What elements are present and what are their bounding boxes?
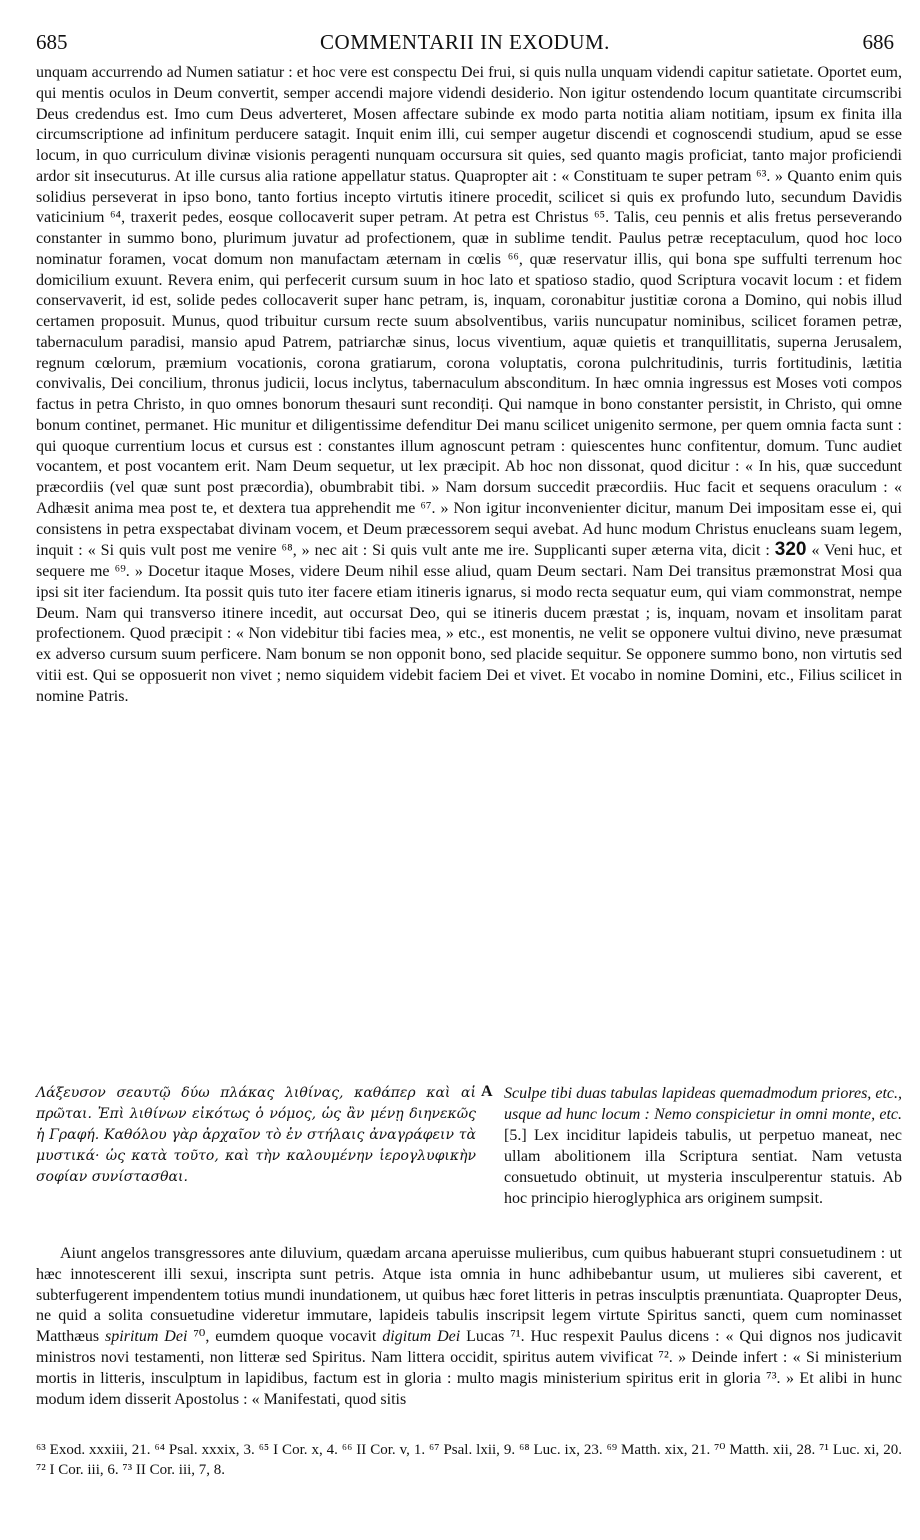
main-text-part-2: « Veni huc, et sequere me ⁶⁹. » Docetur itaque Moses, videre Deum nihil esse aliud, quam Deum sectari. Nam Dei transitus præmonstrat Mosi qua ipsi sit iter faciendum. Ita possit quis tuto iter facere etiam itineris ignarus, si modo recta sequatur eum, qui viam commonstrat, nempe Deum. Nam qui transverso itinere incedit, aut occursat Deo, qui se itineris ducem præstat ; is, inquam, novam et insolitam parat profectionem. Quod præcipit : « Non videbitur tibi facies mea, » etc., est monentis, ne velit se opponere vultui divino, neve præsumat ex adverso cursum suum perficere. Nam bonum se non opponit bono, sed placide sequitur. Se opponere summo bono, non virtutis sed vitii est. Qui se opposuerit non vivet ; nemo siquidem videbit faciem Dei et vivet. Et vocabo in nomine Domini, etc., Filius scilicet in nomine Patris. [36, 542, 903, 705]
two-column-section [36, 1083, 902, 1207]
italic-phrase-2: digitum Dei [382, 1328, 461, 1346]
column-letter: A [481, 1083, 493, 1100]
main-paragraph [36, 63, 902, 707]
main-text-part-1: unquam accurrendo ad Numen satiatur : et hoc vere est conspectu Dei frui, si quis nulla unquam videndi capitur satietate. Oportet eum, qui mentis oculos in Deum convertit, semper accendi majore videndi desiderio. Non igitur ostendendo locum quantitate circumscribi Deus credendus est. Imo cum Deus adverteret, Mosen affectare subinde ex modo parta notitia aliam notitiam, ipsum ex finita illa circumscriptione ad infinitum perducere satagit. Inquit enim illi, cui semper augetur discendi et cognoscendi studium, apud se esse locum, in quo curriculum divinæ visionis peragenti nunquam occursura sit quies, sed quanto magis proficiat, tanto major proficiendi ardor sit insecuturus. At ille cursus alia ratione appellatur status. Quapropter ait : « Constituam te super petram ⁶³. » Quanto enim quis solidius perseverat in ipso bono, tanto fortius incepto virtutis itinere procedit, scilicet si quis ex profundo luto, secundum Davidis vaticinium ⁶⁴, traxerit pedes, eosque collocaverit super petram. At petra est Christus ⁶⁵. Talis, ceu pennis et alis fretus perseverando constanter in summo bono, plurimum juvatur ad profectionem, quæ in sublime tendit. Paulus petræ receptaculum, quod hoc loco nominatur foramen, vocat domum non manufactam æternam in cœlis ⁶⁶, quæ reservatur illis, qui bona spe suffulti terrenum hoc domicilium exuunt. Revera enim, qui perfecerit cursum suum in hoc lato et spatioso stadio, quod Scriptura vocavit locum : et fidem conservaverit, id est, solide pedes collocaverit super hanc petram, is, inquam, coronabitur justitiæ corona a Domino, qui nobis illud certamen proposuit. Munus, quod tribuitur cursum recte suum absolventibus, variis nuncupatur nominibus, scilicet foramen petræ, tabernaculum paradisi, mansio apud Patrem, patriarchæ sinus, locus viventium, aquæ quietis et tranquillitatis, superna Jerusalem, regnum cœlorum, præmium vocationis, corona gratiarum, corona voluptatis, corona pulchritudinis, turris fortitudinis, lætitia convivalis, Dei concilium, thronus judicii, locus inclytus, tabernaculum absconditum. In hæc omnia ingressus est Moses voti compos factus in petra Christo, in quo omnes bonorum thesauri sunt recondiți. Qui namque in bono constanter persistit, in Christo, qui omne bonum continet, permanet. Hic munitur et diligentissime defenditur Dei manu scilicet unigenito sermone, per quem omnia facta sunt : qui quoque currentium locus et cursus est : constantes illum agnoscunt petram : quiescentes hunc confitentur, domum. Tunc audiet vocantem, et post vocantem erit. Nam Deum sequetur, ut lex præcipit. Ab hoc non dissonat, quod dicitur : « In his, quæ succedunt præcordiis (vel quæ sunt post præcordia), obumbrabit tibi. » Nam dorsum succedit præcordiis. Huc facit et sequens oraculum : « Adhæsit anima mea post te, et dextera tua apprehendit me ⁶⁷. » Non igitur inconvenienter dicitur, manum Dei impositam esse ei, qui consistens in petra exspectabat divinam vocem, et Deum præcessorem sequi avebat. Ad hunc modum Christus enucleans suam legem, inquit : « Si quis vult post me venire ⁶⁸, » nec ait : Si quis vult ante me ire. Supplicanti super æterna vita, dicit : [36, 64, 902, 560]
italic-phrase-1: spiritum Dei [105, 1328, 188, 1346]
second-text-part-3: Lucas ⁷¹. Huc respexit Paulus dicens : « Qui dignos nos judicavit ministros novi testamenti, non litteræ sed Spiritus. Nam littera occidit, spiritus autem vivificat ⁷². » Deinde infert : « Si ministerium mortis in litteris, insculptum in lapidibus, factum est in gloria : multo magis ministerium spiritus erit in gloria ⁷³. » Et alibi in hunc modum idem disserit Apostolus : « Manifestati, quod sitis [36, 1328, 903, 1408]
footnotes: ⁶³ Exod. xxxiii, 21. ⁶⁴ Psal. xxxix, 3. ⁶⁵ I Cor. x, 4. ⁶⁶ II Cor. v, 1. ⁶⁷ Psal. lxii, 9. ⁶⁸ Luc. ix, 23. ⁶⁹ Matth. xix, 21. ⁷⁰ Matth. xii, 28. ⁷¹ Luc. xi, 20. ⁷² I Cor. iii, 6. ⁷³ II Cor. iii, 7, 8. [36, 1442, 902, 1478]
page-number-left: 685 [36, 30, 68, 54]
second-main-text [36, 1244, 902, 1410]
greek-column: Λάξευσον σεαυτῷ δύω πλάκας λιθίνας, καθάπερ καὶ αἱ πρῶται. Ἐπὶ λιθίνων εἰκότως ὁ νόμος, ὡς ἂν μένῃ διηνεκῶς ἡ Γραφή. Καθόλου γὰρ ἀρχαῖον τὸ ἐν στήλαις ἀναγράφειν τὰ μυστικά· ὡς κατὰ τοῦτο, καὶ τὴν καλουμένην ἱερογλυφικὴν σοφίαν συνίστασθαι. [36, 1085, 476, 1185]
second-text-part-2: ⁷⁰, eumdem quoque vocavit [187, 1328, 383, 1346]
running-title: COMMENTARII IN EXODUM. [320, 30, 610, 54]
latin-lemma: Sculpe tibi duas tabulas lapideas quemadmodum priores, etc., usque ad hunc locum : Nemo conspicietur in omni monte, etc. [504, 1085, 902, 1123]
column-marker: 320 [774, 539, 807, 561]
main-text [36, 63, 902, 707]
running-header [36, 30, 894, 60]
second-text-part-1: Aiunt angelos transgressores ante diluvium, quædam arcana aperuisse mulieribus, cum quibus habuerant stupri consuetudinem : ut hæc innotescerent illi sexui, inscripta sunt petris. Atque ista omnia in hunc adhibebantur usum, ut mulieres sibi caverent, et subterfugerent impendentem totius mundi inundationem, ut quibus hæc foret litteris in petras insculptis prænuntiata. Quapropter Deus, ne quid a solita consuetudine videretur immutare, lapideis tabulis inscripsit legem virtute Spiritus sancti, quem cum nominasset Matthæus [36, 1245, 902, 1346]
latin-column [504, 1083, 902, 1209]
page-number-right: 686 [862, 30, 894, 54]
latin-commentary: [5.] Lex inciditur lapideis tabulis, ut perpetuo maneat, nec ullam abolitionem illa Scriptura sentiat. Nam vetusta consuetudo obtinuit, ut mysteria insculperentur statuis. Ab hoc principio hieroglyphica ars originem sumpsit. [504, 1127, 902, 1207]
